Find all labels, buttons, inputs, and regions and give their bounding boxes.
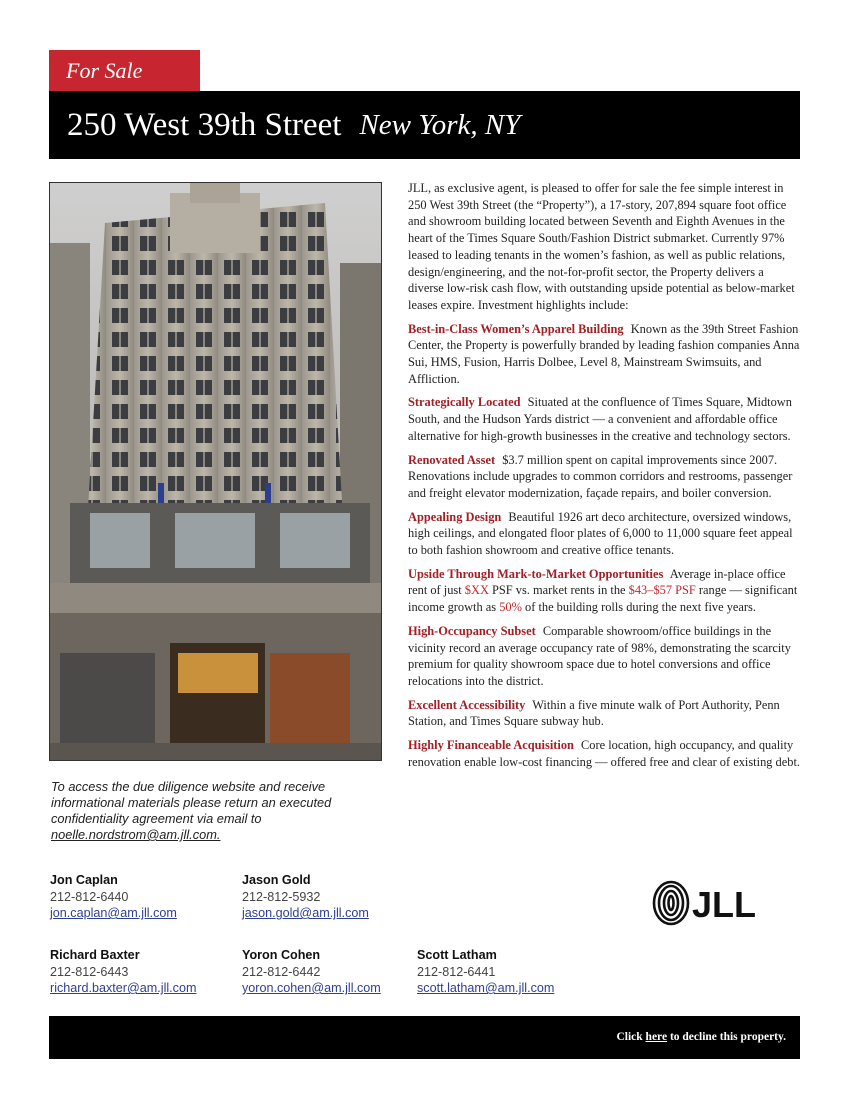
highlight-text: Beautiful 1926 art deco architecture, oversized windows, high ceilings, and elongated floor plates of 6,000 to 11,000 square feet appeal to both fashion showroom and creative office tenants. — [408, 509, 793, 558]
access-note — [51, 779, 371, 843]
highlight-item — [408, 737, 801, 770]
building-illustration — [50, 183, 381, 760]
highlight-text: Average in-place office rent of just — [408, 566, 786, 598]
contact-email-link[interactable]: jon.caplan@am.jll.com — [50, 906, 177, 920]
highlight-item — [408, 697, 801, 730]
highlight-text: Known as the 39th Street Fashion Center, the Property is powerfully branded by leading fashion companies Anna Sui, HMS, Fusion, Harris Dolbee, Level 8, Mainstream Swimsuits, and Affliction. — [408, 321, 800, 386]
contact-email-link[interactable]: richard.baxter@am.jll.com — [50, 981, 197, 995]
decline-post: to decline this property. — [669, 1031, 786, 1043]
highlight-title: Renovated Asset — [408, 452, 496, 467]
in-place-rent: $XX — [464, 583, 489, 598]
highlight-text: of the building rolls during the next five years. — [525, 600, 756, 615]
contact-name: Jason Gold — [242, 873, 311, 887]
highlight-item — [408, 452, 801, 502]
rollover-percent: 50% — [499, 600, 522, 615]
jll-logo-mark — [652, 880, 772, 926]
contact-card — [50, 872, 177, 922]
highlight-title: Appealing Design — [408, 509, 502, 524]
highlight-item — [408, 394, 801, 444]
contact-phone: 212-812-6440 — [50, 889, 129, 904]
access-email-link[interactable]: noelle.nordstrom@am.jll.com. — [51, 827, 221, 842]
highlight-title: Highly Financeable Acquisition — [408, 738, 574, 753]
for-sale-badge: For Sale — [49, 50, 200, 91]
title-bar — [49, 91, 800, 159]
contact-phone: 212-812-6442 — [242, 964, 321, 979]
property-address: 250 West 39th Street — [67, 106, 342, 143]
contact-name: Jon Caplan — [50, 873, 118, 887]
property-city: New York, NY — [359, 108, 521, 141]
contact-email-link[interactable]: scott.latham@am.jll.com — [417, 981, 555, 995]
highlight-text: $3.7 million spent on capital improvements since 2007. Renovations include upgrades to common corridors and restrooms, passenger and freight elevator modernization, façade repairs, and boiler conversion. — [408, 452, 793, 500]
highlight-text: Core location, high occupancy, and quality renovation enable low-cost financing — offered free and clear of existing debt. — [408, 738, 800, 769]
decline-pre: Click — [616, 1031, 643, 1043]
jll-logo-text: JLL — [692, 884, 757, 925]
highlight-item — [408, 321, 801, 388]
highlight-item — [408, 566, 801, 616]
highlight-item — [408, 623, 801, 690]
contact-phone: 212-812-6441 — [417, 964, 496, 979]
market-rent-range: $43–$57 PSF — [628, 583, 696, 598]
highlight-text: range — significant income growth as — [408, 583, 798, 615]
highlight-title: Upside Through Mark-to-Market Opportunities — [408, 566, 664, 581]
jll-logo — [652, 880, 772, 926]
decline-notice — [616, 1031, 786, 1043]
highlight-title: Strategically Located — [408, 395, 521, 410]
contact-name: Scott Latham — [417, 948, 497, 962]
highlight-title: Best-in-Class Women’s Apparel Building — [408, 321, 624, 336]
highlight-text: Situated at the confluence of Times Square, Midtown South, and the Hudson Yards district — a convenient and affordable office alternative for high-growth businesses in the creative and technology sectors. — [408, 395, 792, 443]
contact-name: Richard Baxter — [50, 948, 140, 962]
contact-card — [417, 947, 554, 997]
contact-card — [50, 947, 196, 997]
highlight-title: Excellent Accessibility — [408, 697, 526, 712]
highlight-text: Comparable showroom/office buildings in the vicinity record an average occupancy rate of 98%, demonstrating the scarcity premium for quality showroom space due to hotel conversions and office relocations into the district. — [408, 623, 791, 688]
highlight-title: High-Occupancy Subset — [408, 623, 536, 638]
contact-email-link[interactable]: yoron.cohen@am.jll.com — [242, 981, 381, 995]
highlight-text: Within a five minute walk of Port Authority, Penn Station, and Times Square subway hub. — [408, 697, 780, 729]
contact-phone: 212-812-5932 — [242, 889, 321, 904]
footer-bar — [49, 1016, 800, 1059]
contact-card — [242, 947, 381, 997]
access-text: To access the due diligence website and receive informational materials please return an executed confidentiality agreement via email to — [51, 779, 332, 826]
contact-card — [242, 872, 369, 922]
description — [408, 180, 801, 778]
highlight-item — [408, 509, 801, 559]
intro-paragraph: JLL, as exclusive agent, is pleased to offer for sale the fee simple interest in 250 West 39th Street (the “Property”), a 17-story, 207,894 square foot office and showroom building located between Seventh and Eighth Avenues in the heart of the Times Square South/Fashion District submarket. Currently 97% leased to leading tenants in the women’s fashion, as well as public relations, design/engineering, and the not-for-profit sector, the Property delivers a diverse low-risk cash flow, with outstanding upside potential as below-market leases expire. Investment highlights include: — [408, 181, 795, 312]
contact-phone: 212-812-6443 — [50, 964, 129, 979]
highlight-text: PSF vs. market rents in the — [492, 583, 626, 598]
building-photo — [49, 182, 382, 761]
decline-link[interactable]: here — [645, 1031, 668, 1043]
contact-name: Yoron Cohen — [242, 948, 321, 962]
contact-email-link[interactable]: jason.gold@am.jll.com — [242, 906, 369, 920]
